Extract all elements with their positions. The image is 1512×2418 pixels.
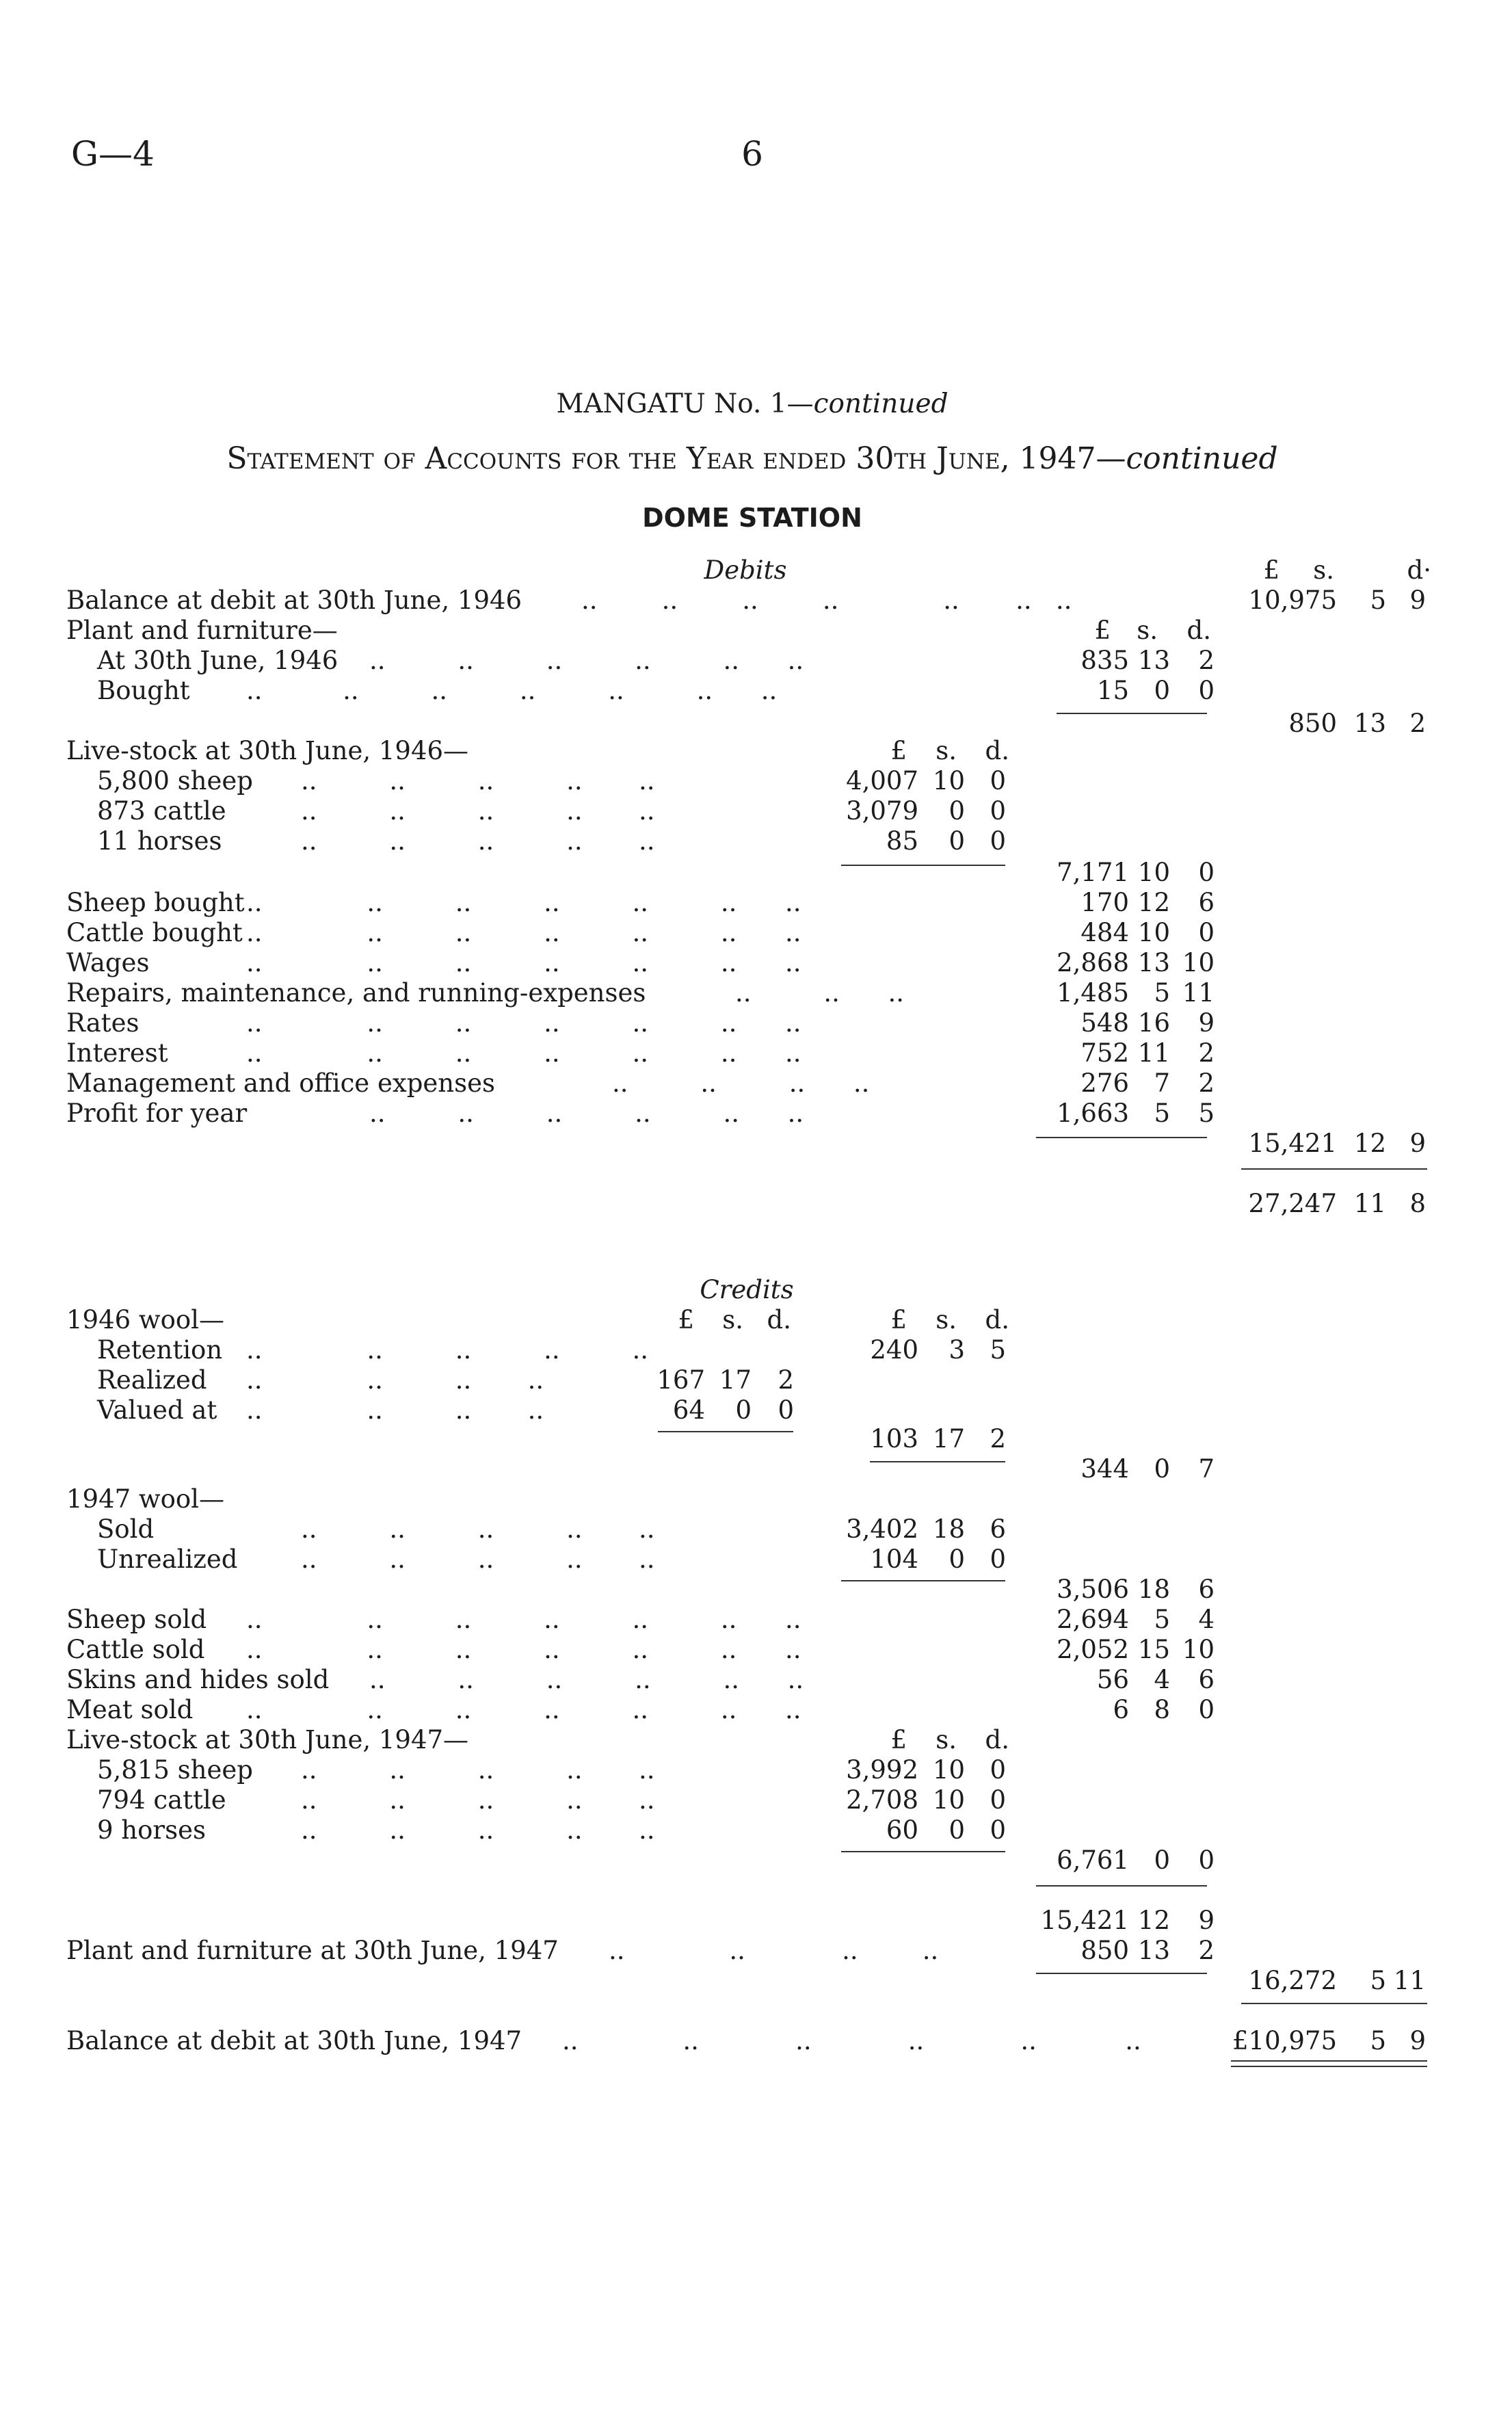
plant-row-label: Bought	[97, 676, 190, 705]
wool-realized-label: Realized	[97, 1365, 207, 1395]
sum-rule	[1241, 1168, 1427, 1170]
sum-rule	[1036, 1973, 1207, 1974]
debit-balance-label: Balance at debit at 30th June, 1946	[66, 586, 522, 615]
sum-rule	[841, 1580, 1005, 1581]
amount-pence: 2	[1198, 646, 1215, 675]
sum-rule	[1036, 1885, 1207, 1887]
amount-shillings: 10	[932, 766, 965, 796]
debits-heading: Debits	[704, 555, 787, 585]
amount-pence: 0	[1198, 676, 1215, 705]
credit-item-label: Cattle sold	[66, 1635, 205, 1664]
credit-item-label: Sheep sold	[66, 1605, 207, 1634]
amount-pence: 0	[990, 1785, 1006, 1815]
amount-pounds: 15,421	[1040, 1906, 1129, 1935]
report-title-main: MANGATU No. 1—	[556, 389, 814, 419]
statement-title	[226, 441, 1277, 476]
amount-pence: 9	[1198, 1906, 1215, 1935]
amount-pence: 0	[990, 1545, 1006, 1574]
amount-pence: 9	[1409, 2026, 1426, 2055]
leader-dots: .. .. .. .. ..	[246, 1335, 649, 1365]
amount-pounds: 850	[1288, 709, 1337, 738]
amount-shillings: 5	[1370, 1966, 1386, 1995]
leader-dots: .. .. .. .. .. .. ..	[246, 948, 801, 977]
amount-pounds: 3,506	[1057, 1575, 1129, 1604]
amount-shillings: 10	[1137, 858, 1170, 887]
col-head-pence: d.	[1186, 616, 1211, 645]
amount-shillings: 3	[949, 1335, 965, 1365]
livestock-row-label: 11 horses	[97, 826, 222, 856]
col-head-pound: £	[1263, 555, 1279, 585]
sum-rule	[841, 1851, 1005, 1852]
leader-dots: .. .. .. ..	[609, 1936, 939, 1965]
amount-pence: 2	[990, 1424, 1006, 1454]
amount-pence: 2	[778, 1365, 794, 1395]
amount-pence: 0	[990, 1755, 1006, 1785]
leader-dots: .. .. .. .. .. .. ..	[581, 586, 1072, 615]
leader-dots: .. .. .. .. ..	[301, 1514, 655, 1544]
debit-item-label: Profit for year	[66, 1099, 248, 1128]
amount-shillings: 15	[1137, 1635, 1170, 1664]
statement-title-continued: continued	[1126, 441, 1278, 476]
amount-pounds: 2,868	[1057, 948, 1129, 977]
leader-dots: .. .. .. .. ..	[301, 1755, 655, 1785]
amount-shillings: 4	[1154, 1665, 1170, 1694]
col-head-pence: d.	[985, 736, 1009, 765]
double-rule-top	[1231, 2060, 1427, 2062]
amount-pounds: 7,171	[1057, 858, 1129, 887]
amount-pounds: 103	[870, 1424, 918, 1454]
amount-pounds: 752	[1080, 1038, 1129, 1068]
livestock-row-label: 5,815 sheep	[97, 1755, 253, 1785]
leader-dots: .. .. ..	[735, 978, 904, 1008]
col-head-pound: £	[890, 1725, 907, 1755]
credit-item-label: Skins and hides sold	[66, 1665, 330, 1694]
amount-pounds: 104	[870, 1545, 918, 1574]
amount-shillings: 12	[1137, 1906, 1170, 1935]
amount-shillings: 17	[719, 1365, 752, 1395]
amount-pounds: 3,992	[846, 1755, 918, 1785]
amount-pence: 0	[778, 1395, 794, 1425]
amount-pounds: 64	[672, 1395, 705, 1425]
leader-dots: .. .. .. .. ..	[301, 1545, 655, 1574]
sum-rule	[1241, 2003, 1427, 2004]
report-title-continued: continued	[813, 389, 949, 419]
sum-rule	[870, 1461, 1005, 1462]
amount-pounds: 4,007	[846, 766, 918, 796]
amount-pence: 4	[1198, 1605, 1215, 1634]
leader-dots: .. .. .. .. .. .. ..	[246, 918, 801, 947]
leader-dots: .. .. .. .. .. ..	[369, 1099, 804, 1128]
col-head-pence: d.	[767, 1305, 791, 1335]
statement-title-main: Statement of Accounts for the Year ended 30th June, 1947—	[226, 441, 1126, 476]
amount-shillings: 10	[932, 1755, 965, 1785]
amount-pounds: 3,079	[846, 796, 918, 826]
livestock-label: Live-stock at 30th June, 1947—	[66, 1725, 469, 1755]
station-title: DOME STATION	[642, 503, 862, 533]
amount-shillings: 0	[1154, 676, 1170, 705]
amount-pounds: 10,975	[1248, 586, 1337, 615]
col-head-shillings: s.	[936, 1725, 957, 1755]
col-head-pound: £	[678, 1305, 694, 1335]
leader-dots: .. .. .. .. ..	[301, 1785, 655, 1815]
amount-pounds: £10,975	[1232, 2026, 1337, 2055]
leader-dots: .. .. .. .. .. ..	[369, 1665, 804, 1694]
amount-pounds: 2,694	[1057, 1605, 1129, 1634]
page-code: G—4	[71, 134, 155, 174]
amount-pounds: 16,272	[1248, 1966, 1337, 1995]
col-head-shillings: s.	[936, 736, 957, 765]
amount-shillings: 5	[1154, 1605, 1170, 1634]
livestock-row-label: 5,800 sheep	[97, 766, 253, 796]
leader-dots: .. .. .. ..	[612, 1068, 870, 1098]
amount-pence: 6	[1198, 1665, 1215, 1694]
leader-dots: .. .. .. .. .. .. ..	[246, 1038, 801, 1068]
debit-item-label: Repairs, maintenance, and running-expenses	[66, 978, 646, 1008]
credits-heading: Credits	[700, 1275, 794, 1304]
sum-rule	[1057, 713, 1207, 714]
col-head-pound: £	[890, 736, 907, 765]
amount-shillings: 17	[932, 1424, 965, 1454]
amount-pounds: 1,485	[1057, 978, 1129, 1008]
amount-shillings: 16	[1137, 1008, 1170, 1038]
double-rule-bottom	[1231, 2066, 1427, 2067]
amount-shillings: 18	[932, 1514, 965, 1544]
amount-pence: 5	[990, 1335, 1006, 1365]
amount-pence: 6	[1198, 888, 1215, 917]
col-head-shillings: s.	[1313, 555, 1334, 585]
leader-dots: .. .. .. .. .. .. ..	[246, 1635, 801, 1664]
wool-valued-label: Valued at	[97, 1395, 217, 1425]
leader-dots: .. .. .. .. .. .. ..	[246, 1605, 801, 1634]
leader-dots: .. .. .. .. ..	[301, 796, 655, 826]
leader-dots: .. .. .. .. .. .. ..	[246, 888, 801, 917]
wool1947-row-label: Unrealized	[97, 1545, 238, 1574]
amount-pounds: 850	[1080, 1936, 1129, 1965]
report-title	[556, 389, 948, 419]
amount-pence: 2	[1198, 1038, 1215, 1068]
debit-item-label: Cattle bought	[66, 918, 243, 947]
amount-pence: 8	[1409, 1189, 1426, 1218]
amount-shillings: 0	[735, 1395, 752, 1425]
amount-pounds: 484	[1080, 918, 1129, 947]
amount-pounds: 835	[1080, 646, 1129, 675]
wool-retention-label: Retention	[97, 1335, 223, 1365]
amount-pence: 0	[990, 796, 1006, 826]
amount-pounds: 170	[1080, 888, 1129, 917]
closing-balance-label: Balance at debit at 30th June, 1947	[66, 2026, 522, 2055]
sum-rule	[841, 865, 1005, 866]
col-head-pence: d.	[985, 1305, 1009, 1335]
amount-pounds: 276	[1080, 1068, 1129, 1098]
amount-pence: 9	[1409, 1129, 1426, 1158]
livestock-row-label: 9 horses	[97, 1815, 206, 1845]
amount-shillings: 13	[1137, 646, 1170, 675]
livestock-row-label: 873 cattle	[97, 796, 226, 826]
col-head-shillings: s.	[722, 1305, 743, 1335]
amount-shillings: 5	[1370, 2026, 1386, 2055]
amount-pounds: 240	[870, 1335, 918, 1365]
amount-shillings: 11	[1353, 1189, 1386, 1218]
amount-shillings: 0	[949, 1545, 965, 1574]
amount-pence: 0	[1198, 1845, 1215, 1875]
leader-dots: .. .. .. .. .. ..	[369, 646, 804, 675]
amount-shillings: 0	[949, 826, 965, 856]
col-head-shillings: s.	[1137, 616, 1158, 645]
plant-1947-label: Plant and furniture at 30th June, 1947	[66, 1936, 559, 1965]
debit-item-label: Rates	[66, 1008, 140, 1038]
amount-pounds: 15,421	[1248, 1129, 1337, 1158]
amount-pounds: 15	[1096, 676, 1129, 705]
sum-rule	[1036, 1137, 1207, 1138]
amount-shillings: 13	[1137, 948, 1170, 977]
amount-shillings: 13	[1353, 709, 1386, 738]
amount-pence: 11	[1182, 978, 1215, 1008]
col-head-pound: £	[890, 1305, 907, 1335]
leader-dots: .. .. .. .. ..	[301, 826, 655, 856]
amount-pence: 0	[990, 826, 1006, 856]
leader-dots: .. .. .. .. ..	[301, 1815, 655, 1845]
amount-shillings: 10	[932, 1785, 965, 1815]
amount-pence: 2	[1198, 1068, 1215, 1098]
leader-dots: .. .. .. .. .. ..	[562, 2026, 1141, 2055]
amount-pounds: 56	[1096, 1665, 1129, 1694]
amount-pence: 5	[1198, 1099, 1215, 1128]
amount-shillings: 5	[1370, 586, 1386, 615]
col-head-pence: d·	[1407, 555, 1431, 585]
plant-row-label: At 30th June, 1946	[97, 646, 339, 675]
amount-pence: 0	[1198, 1695, 1215, 1724]
col-head-pence: d.	[985, 1725, 1009, 1755]
amount-pounds: 548	[1080, 1008, 1129, 1038]
sum-rule	[658, 1431, 793, 1432]
amount-shillings: 0	[1154, 1845, 1170, 1875]
amount-shillings: 0	[1154, 1454, 1170, 1484]
amount-shillings: 8	[1154, 1695, 1170, 1724]
amount-pence: 9	[1409, 586, 1426, 615]
leader-dots: .. .. .. ..	[246, 1395, 544, 1425]
leader-dots: .. .. .. ..	[246, 1365, 544, 1395]
amount-pence: 9	[1198, 1008, 1215, 1038]
credit-item-label: Meat sold	[66, 1695, 194, 1724]
amount-pounds: 1,663	[1057, 1099, 1129, 1128]
col-head-shillings: s.	[936, 1305, 957, 1335]
amount-shillings: 12	[1353, 1129, 1386, 1158]
leader-dots: .. .. .. .. .. .. ..	[246, 1008, 801, 1038]
amount-pounds: 167	[656, 1365, 705, 1395]
amount-pence: 6	[1198, 1575, 1215, 1604]
amount-pence: 11	[1393, 1966, 1426, 1995]
debit-item-label: Wages	[66, 948, 150, 977]
amount-pence: 2	[1198, 1936, 1215, 1965]
amount-pounds: 3,402	[846, 1514, 918, 1544]
amount-pence: 0	[1198, 858, 1215, 887]
amount-pounds: 27,247	[1248, 1189, 1337, 1218]
amount-shillings: 0	[949, 796, 965, 826]
col-head-pound: £	[1094, 616, 1111, 645]
amount-shillings: 18	[1137, 1575, 1170, 1604]
leader-dots: .. .. .. .. .. .. ..	[246, 676, 778, 705]
amount-shillings: 5	[1154, 978, 1170, 1008]
amount-pence: 0	[990, 1815, 1006, 1845]
amount-pounds: 2,708	[846, 1785, 918, 1815]
amount-pounds: 2,052	[1057, 1635, 1129, 1664]
amount-shillings: 11	[1137, 1038, 1170, 1068]
amount-shillings: 0	[949, 1815, 965, 1845]
amount-shillings: 10	[1137, 918, 1170, 947]
livestock-row-label: 794 cattle	[97, 1785, 226, 1815]
amount-shillings: 7	[1154, 1068, 1170, 1098]
amount-shillings: 12	[1137, 888, 1170, 917]
wool1947-row-label: Sold	[97, 1514, 155, 1544]
amount-pounds: 6,761	[1057, 1845, 1129, 1875]
page-number: 6	[741, 134, 763, 174]
debit-item-label: Sheep bought	[66, 888, 245, 917]
amount-pounds: 60	[886, 1815, 918, 1845]
debit-item-label: Management and office expenses	[66, 1068, 496, 1098]
leader-dots: .. .. .. .. ..	[301, 766, 655, 796]
wool1947-label: 1947 wool—	[66, 1484, 224, 1514]
amount-pence: 7	[1198, 1454, 1215, 1484]
amount-pence: 6	[990, 1514, 1006, 1544]
amount-pounds: 344	[1080, 1454, 1129, 1484]
amount-pence: 0	[1198, 918, 1215, 947]
plant-label: Plant and furniture—	[66, 616, 338, 645]
amount-pence: 0	[990, 766, 1006, 796]
amount-pence: 2	[1409, 709, 1426, 738]
amount-pence: 10	[1182, 1635, 1215, 1664]
amount-pounds: 6	[1113, 1695, 1129, 1724]
amount-pounds: 85	[886, 826, 918, 856]
leader-dots: .. .. .. .. .. .. ..	[246, 1695, 801, 1724]
amount-pence: 10	[1182, 948, 1215, 977]
amount-shillings: 13	[1137, 1936, 1170, 1965]
amount-shillings: 5	[1154, 1099, 1170, 1128]
livestock-label: Live-stock at 30th June, 1946—	[66, 736, 469, 765]
wool1946-label: 1946 wool—	[66, 1305, 224, 1335]
debit-item-label: Interest	[66, 1038, 168, 1068]
